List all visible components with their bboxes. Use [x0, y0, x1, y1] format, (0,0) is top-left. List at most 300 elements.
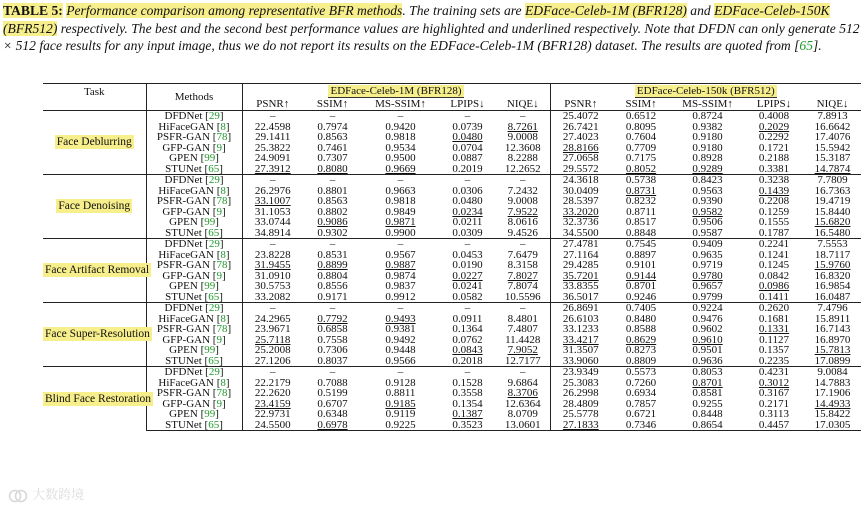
metric-value: 0.8804 — [317, 269, 348, 282]
metric-value: 7.9052 — [496, 345, 550, 356]
metric-value: 0.2292 — [758, 131, 790, 143]
method-citation[interactable]: 9 — [216, 333, 222, 346]
metric-value: 0.3012 — [758, 376, 790, 389]
metric-value: 7.2432 — [496, 186, 550, 197]
header-group-2: EDFace-Celeb-150k (BFR512) — [550, 84, 861, 99]
metric-value: 24.3618 — [550, 175, 611, 186]
metric-value: 0.7857 — [625, 397, 657, 410]
metric-header: MS-SSIM↑ — [682, 98, 733, 110]
metric-value: 14.7883 — [814, 376, 851, 389]
metric-value: 0.1721 — [758, 141, 790, 154]
metric-value: 0.2620 — [744, 303, 804, 314]
metric-value: 30.0409 — [562, 184, 599, 197]
metric-value: 26.2998 — [562, 387, 599, 399]
metric-value: 0.1411 — [759, 290, 789, 303]
method-cell: DFDNet [29] — [146, 367, 242, 378]
metric-value: 7.6479 — [496, 250, 550, 261]
metric-value: 0.9225 — [362, 420, 439, 431]
method-citation[interactable]: 65 — [208, 162, 220, 175]
method-name: PSFR-GAN — [156, 323, 211, 335]
metric-value: 0.8731 — [625, 184, 657, 197]
metric-value: 7.4807 — [496, 324, 550, 335]
metric-value: 27.1206 — [254, 354, 291, 367]
method-cell: GPEN [99] — [146, 345, 242, 356]
metric-value: 0.0762 — [452, 333, 483, 346]
method-cell: GPEN [99] — [146, 409, 242, 420]
metric-value: 0.0911 — [452, 312, 483, 325]
method-name: HiFaceGAN — [158, 184, 214, 197]
table-row — [43, 228, 861, 239]
metric-header: SSIM↑ — [625, 98, 657, 110]
metric-value: 0.0842 — [758, 269, 790, 282]
header-task: Task — [43, 84, 146, 111]
metric-value: 0.7175 — [625, 152, 657, 164]
metric-value: 0.1245 — [758, 259, 790, 271]
metric-value: – — [496, 367, 550, 378]
metric-value: 9.6864 — [496, 378, 550, 389]
metric-value: 0.8581 — [692, 387, 723, 399]
metric-value: 0.9818 — [385, 195, 416, 207]
metric-value: 29.1411 — [255, 131, 291, 143]
metric-value: 0.8052 — [625, 162, 657, 175]
method-cell: STUNet [65] — [146, 420, 242, 431]
metric-value: 0.9171 — [317, 290, 348, 303]
metric-value: – — [496, 111, 550, 122]
method-name: GFP-GAN — [162, 205, 211, 218]
method-name: STUNet — [165, 290, 202, 303]
metric-value: – — [496, 303, 550, 314]
metric-value: 0.9837 — [385, 280, 416, 292]
method-citation[interactable]: 65 — [208, 226, 220, 239]
metric-value: 0.9448 — [385, 344, 416, 356]
metric-value: 0.9912 — [385, 290, 416, 303]
metric-value: 25.4072 — [550, 111, 611, 122]
metric-value: 8.3706 — [496, 388, 550, 399]
metric-value: 8.3158 — [496, 260, 550, 271]
metric-value: 0.7306 — [317, 344, 348, 356]
method-name: GFP-GAN — [162, 141, 211, 154]
method-name: HiFaceGAN — [158, 120, 214, 133]
method-citation[interactable]: 99 — [204, 152, 216, 164]
metric-value: 0.0582 — [452, 290, 483, 303]
method-cell: PSFR-GAN [78] — [146, 196, 242, 207]
metric-value: 15.9760 — [814, 259, 851, 271]
metric-value: 0.9185 — [385, 397, 416, 410]
metric-value: 0.0739 — [452, 120, 483, 133]
metric-value: 17.1906 — [814, 387, 851, 399]
metric-value: 0.6934 — [625, 387, 657, 399]
method-citation[interactable]: 8 — [220, 376, 226, 389]
method-citation[interactable]: 29 — [208, 302, 220, 314]
metric-value: – — [496, 175, 550, 186]
metric-value: 0.0309 — [452, 226, 483, 239]
watermark-text: 大数跨境 — [32, 488, 85, 503]
metric-value: – — [242, 303, 303, 314]
method-name: GFP-GAN — [162, 269, 211, 282]
metric-value: 15.5942 — [814, 141, 851, 154]
method-citation[interactable]: 99 — [204, 216, 216, 228]
caption-text-3: respectively. The best and the second best performance values are highlighted and underlined respectively. Note that DFDN can only generate 512 × 512 face results for any input image, thus we do not report its results on the EDFace-Celeb-1M (BFR128) dataset. The results are quoted from [ — [3, 20, 860, 54]
metric-value: 0.0241 — [452, 280, 483, 292]
metric-value: 0.9719 — [692, 259, 723, 271]
method-cell: GPEN [99] — [146, 281, 242, 292]
metric-value: 0.8037 — [317, 354, 348, 367]
metric-value: 0.7260 — [625, 376, 657, 389]
metric-value: 12.3608 — [496, 143, 550, 154]
metric-header: LPIPS↓ — [450, 98, 485, 110]
metric-value: – — [362, 239, 439, 250]
metric-value: 0.3558 — [452, 387, 483, 399]
method-name: PSFR-GAN — [156, 387, 211, 399]
metric-value: 0.7307 — [317, 152, 348, 164]
metric-value: 15.6820 — [814, 216, 851, 228]
metric-value: – — [242, 367, 303, 378]
metric-value: 27.4781 — [550, 239, 611, 250]
metric-value: 0.8448 — [692, 408, 723, 420]
metric-value: 0.7974 — [317, 120, 348, 133]
metric-value: 11.4428 — [496, 335, 550, 346]
metric-value: 10.5596 — [496, 292, 550, 303]
method-cell: GFP-GAN [9] — [146, 399, 242, 410]
header-row-groups — [43, 84, 861, 99]
metric-value: 0.9180 — [692, 141, 723, 154]
metric-value: 0.1331 — [758, 323, 790, 335]
metric-value: 0.6858 — [317, 323, 348, 335]
metric-value: 0.3167 — [758, 387, 790, 399]
metric-value: 0.7405 — [611, 303, 671, 314]
metric-value: 31.9455 — [254, 259, 291, 271]
task-name: Face Artifact Removal — [45, 264, 150, 277]
metric-value: 16.9854 — [814, 280, 851, 292]
metric-value: 0.9587 — [692, 226, 723, 239]
method-cell: STUNet [65] — [146, 356, 242, 367]
metric-value: 0.4008 — [744, 111, 804, 122]
metric-value: 8.2288 — [496, 153, 550, 164]
metric-value: 0.1364 — [452, 323, 483, 335]
metric-value: 0.9255 — [692, 397, 723, 410]
metric-value: 31.1053 — [254, 205, 291, 218]
method-citation[interactable]: 29 — [208, 110, 220, 122]
method-citation[interactable]: 78 — [216, 259, 228, 271]
metric-value: 25.2008 — [254, 344, 291, 356]
metric-value: 24.5500 — [242, 420, 303, 431]
metric-value: – — [439, 239, 496, 250]
method-citation[interactable]: 9 — [216, 397, 222, 410]
metric-value: 0.7346 — [611, 420, 671, 431]
metric-value: 0.9900 — [385, 226, 416, 239]
metric-value: 27.1833 — [550, 420, 611, 431]
method-citation[interactable]: 65 — [208, 290, 220, 303]
metric-value: 12.7177 — [496, 356, 550, 367]
method-cell: HiFaceGAN [8] — [146, 122, 242, 133]
task-label — [43, 111, 146, 175]
caption-text-1: . The training sets are — [402, 3, 525, 18]
method-cell: PSFR-GAN [78] — [146, 260, 242, 271]
metric-value: 17.0305 — [804, 420, 861, 431]
method-citation[interactable]: 8 — [220, 184, 226, 197]
metric-value: 7.5553 — [804, 239, 861, 250]
task-label — [43, 175, 146, 239]
task-label — [43, 367, 152, 431]
method-name: DFDNet — [164, 238, 203, 250]
metric-value: 26.7421 — [562, 120, 599, 133]
metric-value: 0.8053 — [671, 367, 744, 378]
metric-value: 15.8911 — [814, 312, 851, 325]
method-cell: HiFaceGAN [8] — [146, 314, 242, 325]
metric-header: NIQE↓ — [496, 98, 550, 111]
metric-value: 24.2965 — [254, 312, 291, 325]
metric-value: 0.7545 — [611, 239, 671, 250]
caption-title: Performance comparison among representative BFR methods — [66, 3, 403, 18]
metric-value: 0.1241 — [758, 248, 790, 261]
method-name: HiFaceGAN — [158, 312, 214, 325]
metric-value: 27.3912 — [254, 162, 291, 175]
metric-header: PSNR↑ — [256, 98, 290, 110]
metric-value: 15.8422 — [814, 408, 851, 420]
metric-value: – — [242, 239, 303, 250]
metric-value: 13.0601 — [496, 420, 550, 431]
method-citation[interactable]: 8 — [220, 248, 226, 261]
metric-value: 16.0487 — [814, 290, 851, 303]
metric-value: 0.9506 — [692, 216, 723, 228]
metric-value: 22.9731 — [254, 408, 291, 420]
metric-value: 0.8629 — [625, 333, 657, 346]
metric-value: 7.4796 — [804, 303, 861, 314]
metric-value: 25.5778 — [562, 408, 599, 420]
method-citation[interactable]: 8 — [220, 120, 226, 133]
metric-value: 31.3507 — [562, 344, 599, 356]
metric-value: 0.7558 — [317, 333, 348, 346]
method-cell: DFDNet [29] — [146, 239, 242, 250]
metric-value: – — [303, 111, 362, 122]
method-name: STUNet — [165, 354, 202, 367]
metric-value: 0.8095 — [625, 120, 657, 133]
metric-value: – — [303, 303, 362, 314]
metric-value: 27.4023 — [562, 131, 599, 143]
metric-value: 0.8809 — [625, 354, 657, 367]
method-cell: DFDNet [29] — [146, 303, 242, 314]
method-cell: STUNet [65] — [146, 228, 242, 239]
method-name: STUNet — [165, 226, 202, 239]
metric-value: – — [362, 175, 439, 186]
metric-value: 7.8027 — [496, 271, 550, 282]
method-citation[interactable]: 78 — [216, 323, 228, 335]
method-name: PSFR-GAN — [156, 259, 211, 271]
metric-value: 0.9567 — [385, 248, 416, 261]
metric-value: 15.3187 — [814, 152, 851, 164]
metric-value: 33.2020 — [562, 205, 599, 218]
metric-value: 26.6103 — [562, 312, 599, 325]
metric-value: – — [303, 367, 362, 378]
method-citation[interactable]: 8 — [220, 312, 226, 325]
caption-citation[interactable]: 65 — [799, 38, 813, 54]
metric-value: 0.8563 — [317, 131, 348, 143]
method-citation[interactable]: 29 — [208, 366, 220, 378]
task-name: Face Deblurring — [56, 136, 132, 149]
metric-value: 0.1127 — [759, 333, 789, 346]
metric-value: 0.9246 — [625, 290, 657, 303]
metric-value: 14.7874 — [814, 162, 851, 175]
metric-value: 12.2652 — [496, 164, 550, 175]
metric-value: 7.8074 — [496, 281, 550, 292]
table-caption — [3, 2, 861, 55]
metric-value: 24.9091 — [254, 152, 291, 164]
method-citation[interactable]: 65 — [208, 418, 220, 431]
metric-value: 8.0616 — [496, 217, 550, 228]
method-name: PSFR-GAN — [156, 131, 211, 143]
metric-value: 35.7201 — [562, 269, 599, 282]
caption-set-2: EDFace-Celeb-150K (BFR512) — [3, 3, 830, 36]
metric-value: – — [439, 367, 496, 378]
metric-value: 9.4526 — [496, 228, 550, 239]
metric-value: – — [439, 303, 496, 314]
method-name: GPEN — [169, 216, 198, 228]
metric-value: 0.2188 — [758, 152, 790, 164]
metric-value: 0.9874 — [385, 269, 416, 282]
method-citation[interactable]: 78 — [216, 387, 228, 399]
metric-value: 0.1387 — [452, 408, 483, 420]
metric-value: 0.9409 — [671, 239, 744, 250]
metric-value: 0.4457 — [744, 420, 804, 431]
metric-value: 0.0887 — [452, 152, 483, 164]
method-citation[interactable]: 99 — [204, 280, 216, 292]
task-label — [43, 303, 150, 367]
metric-value: 19.4719 — [814, 195, 851, 207]
metric-value: – — [303, 239, 362, 250]
metric-value: 0.9476 — [692, 312, 723, 325]
table-row — [43, 356, 861, 367]
metric-value: 16.6642 — [814, 120, 851, 133]
method-cell: PSFR-GAN [78] — [146, 132, 242, 143]
metric-value: 31.0910 — [254, 269, 291, 282]
metric-value: 0.0306 — [452, 184, 483, 197]
metric-value: 34.8914 — [254, 226, 291, 239]
metric-value: 0.2208 — [758, 195, 790, 207]
method-citation[interactable]: 29 — [208, 238, 220, 250]
metric-value: 0.8802 — [317, 205, 348, 218]
method-name: DFDNet — [164, 174, 203, 186]
metric-value: 28.8166 — [562, 141, 599, 154]
metric-value: 18.7117 — [814, 248, 851, 261]
metric-value: 8.0709 — [496, 409, 550, 420]
method-cell: GFP-GAN [9] — [146, 335, 242, 346]
metric-value: 16.8320 — [814, 269, 851, 282]
metric-value: 0.0843 — [452, 344, 483, 356]
metric-header: SSIM↑ — [316, 98, 349, 110]
metric-value: 0.2029 — [758, 120, 790, 133]
metric-value: – — [439, 111, 496, 122]
method-cell: PSFR-GAN [78] — [146, 388, 242, 399]
method-citation[interactable]: 99 — [204, 408, 216, 420]
method-cell: GFP-GAN [9] — [146, 271, 242, 282]
metric-value: 23.4159 — [254, 397, 291, 410]
method-cell: GPEN [99] — [146, 217, 242, 228]
metric-value: 15.7813 — [814, 344, 851, 356]
metric-value: 28.4809 — [562, 397, 599, 410]
metric-value: 0.6978 — [303, 420, 362, 431]
metric-value: 36.5017 — [562, 290, 599, 303]
method-cell: HiFaceGAN [8] — [146, 250, 242, 261]
metric-value: 0.9302 — [317, 226, 348, 239]
metric-value: 0.9871 — [385, 216, 416, 228]
method-cell: HiFaceGAN [8] — [146, 378, 242, 389]
metric-value: 23.9671 — [254, 323, 291, 335]
metric-value: 23.8228 — [254, 248, 291, 261]
metric-value: 0.0234 — [452, 205, 483, 218]
metric-value: 0.1787 — [758, 226, 790, 239]
metric-value: 0.9636 — [692, 354, 723, 367]
metric-value: 8.7261 — [496, 122, 550, 133]
method-cell: GPEN [99] — [146, 153, 242, 164]
method-citation[interactable]: 65 — [208, 354, 220, 367]
metric-value: 23.9349 — [550, 367, 611, 378]
metric-value: 0.2235 — [758, 354, 790, 367]
metric-value: 27.0658 — [562, 152, 599, 164]
method-cell: PSFR-GAN [78] — [146, 324, 242, 335]
metric-value: 33.0744 — [254, 216, 291, 228]
metric-value: 0.8556 — [317, 280, 348, 292]
metric-value: 0.3238 — [744, 175, 804, 186]
method-citation[interactable]: 99 — [204, 344, 216, 356]
metric-value: 0.8480 — [625, 312, 657, 325]
metric-value: 9.0008 — [496, 196, 550, 207]
metric-value: 0.1439 — [758, 184, 790, 197]
metric-value: 0.9534 — [385, 141, 416, 154]
metric-value: 0.6512 — [611, 111, 671, 122]
method-citation[interactable]: 78 — [216, 195, 228, 207]
metric-value: 0.1259 — [758, 205, 790, 218]
metric-value: 0.8563 — [317, 195, 348, 207]
metric-value: 0.9663 — [385, 184, 416, 197]
metric-value: 17.4076 — [814, 131, 851, 143]
metric-value: 0.6707 — [317, 397, 348, 410]
metric-value: 0.8848 — [625, 226, 657, 239]
metric-value: 0.9849 — [385, 205, 416, 218]
caption-set-1: EDFace-Celeb-1M (BFR128) — [524, 3, 687, 18]
metric-value: 0.1357 — [758, 344, 790, 356]
metric-value: 0.2241 — [744, 239, 804, 250]
metric-value: 0.9493 — [385, 312, 416, 325]
method-citation[interactable]: 9 — [216, 205, 222, 218]
method-name: DFDNet — [164, 366, 203, 378]
metric-value: 0.0190 — [452, 259, 483, 271]
metric-value: 27.1164 — [563, 248, 599, 261]
method-citation[interactable]: 29 — [208, 174, 220, 186]
metric-value: 0.8897 — [625, 248, 657, 261]
metric-value: 0.9128 — [385, 376, 416, 389]
metric-value: 0.9582 — [692, 205, 723, 218]
metric-value: 0.1555 — [758, 216, 790, 228]
table-row — [43, 420, 861, 431]
metric-value: 0.0211 — [452, 216, 483, 228]
metric-value: 28.5397 — [562, 195, 599, 207]
metric-value: 0.9224 — [671, 303, 744, 314]
metric-value: 0.1528 — [452, 376, 483, 389]
method-cell: DFDNet [29] — [146, 175, 242, 186]
metric-value: 25.7118 — [255, 333, 291, 346]
method-citation[interactable]: 9 — [216, 141, 222, 154]
metric-value: 15.8440 — [814, 205, 851, 218]
metric-value: 0.8711 — [626, 205, 656, 218]
metric-value: 0.8273 — [625, 344, 657, 356]
metric-value: 0.0480 — [452, 131, 483, 143]
method-citation[interactable]: 78 — [216, 131, 228, 143]
method-citation[interactable]: 9 — [216, 269, 222, 282]
metric-value: 8.4801 — [496, 314, 550, 325]
metric-value: 7.8913 — [804, 111, 861, 122]
metric-value: 0.9610 — [692, 333, 723, 346]
metric-header: LPIPS↓ — [756, 98, 792, 110]
